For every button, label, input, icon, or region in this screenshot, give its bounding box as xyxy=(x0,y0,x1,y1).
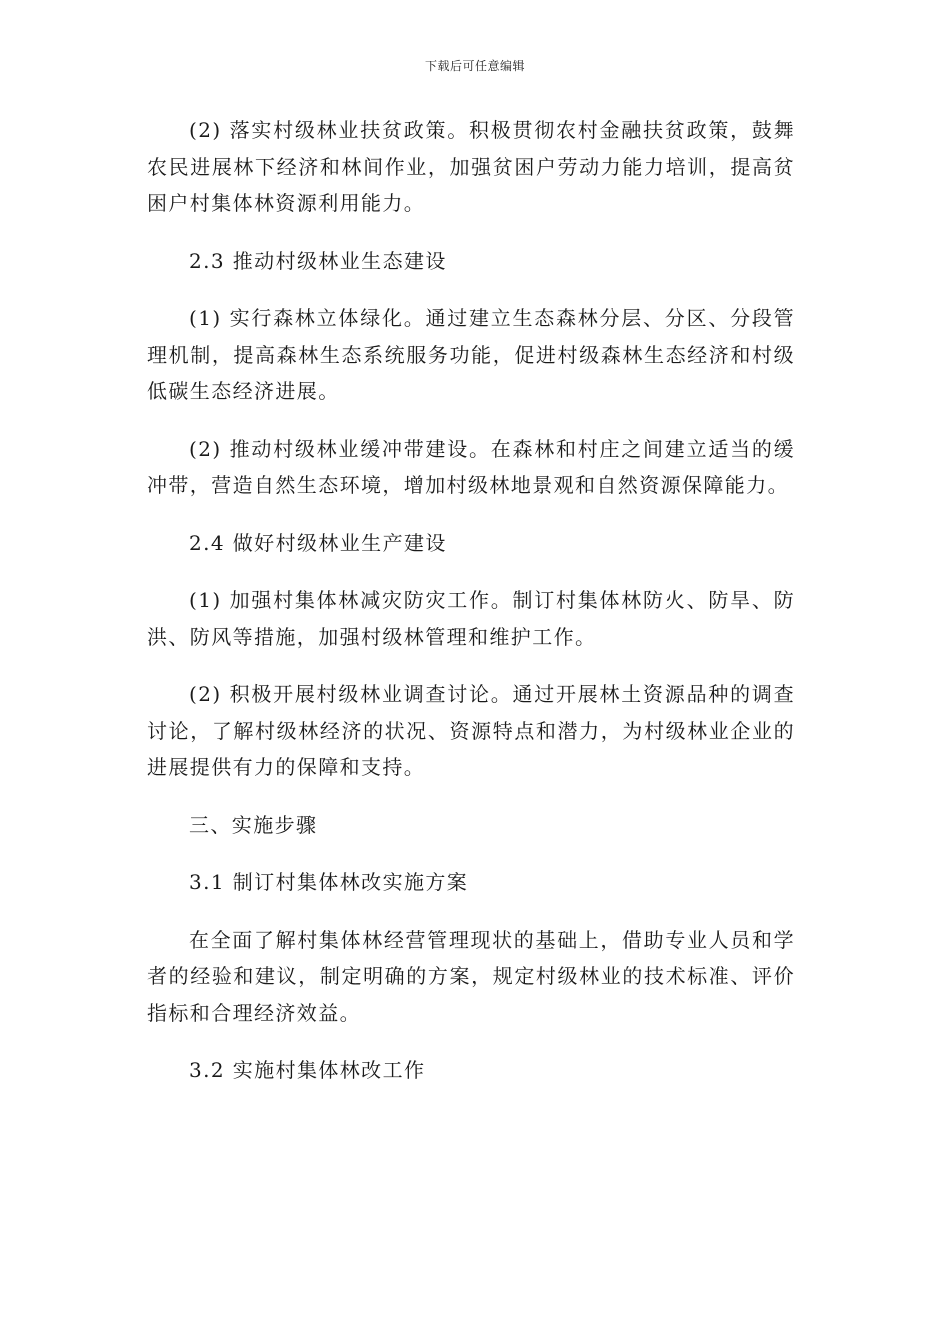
paragraph-2-4-item-1: (1) 加强村集体林减灾防灾工作。制订村集体林防火、防旱、防洪、防风等措施，加强村级林管理和维护工作。 xyxy=(147,588,795,649)
paragraph-3-1: 在全面了解村集体林经营管理现状的基础上，借助专业人员和学者的经验和建议，制定明确的方案，规定村级林业的技术标准、评价指标和合理经济效益。 xyxy=(147,927,795,1025)
paragraph-2-2-item-2: (2) 落实村级林业扶贫政策。积极贯彻农村金融扶贫政策，鼓舞农民进展林下经济和林间作业，加强贫困户劳动力能力培训，提高贫困户村集体林资源利用能力。 xyxy=(147,118,795,215)
section-heading-2-3: 2.3 推动村级林业生态建设 xyxy=(189,248,447,273)
section-heading-3: 三、实施步骤 xyxy=(189,812,318,837)
section-heading-3-2: 3.2 实施村集体林改工作 xyxy=(189,1058,426,1082)
paragraph-2-4-item-2: (2) 积极开展村级林业调查讨论。通过开展林土资源品种的调查讨论，了解村级林经济的状况、资源特点和潜力，为村级林业企业的进展提供有力的保障和支持。 xyxy=(147,682,795,779)
paragraph-2-3-item-1: (1) 实行森林立体绿化。通过建立生态森林分层、分区、分段管理机制，提高森林生态系统服务功能，促进村级森林生态经济和村级低碳生态经济进展。 xyxy=(147,306,795,403)
section-heading-3-1: 3.1 制订村集体林改实施方案 xyxy=(189,870,469,894)
paragraph-2-3-item-2: (2) 推动村级林业缓冲带建设。在森林和村庄之间建立适当的缓冲带，营造自然生态环境，增加村级林地景观和自然资源保障能力。 xyxy=(147,436,795,497)
document-body xyxy=(147,112,795,1110)
page-header: 下载后可任意编辑 xyxy=(424,59,525,73)
section-heading-2-4: 2.4 做好村级林业生产建设 xyxy=(189,530,447,555)
